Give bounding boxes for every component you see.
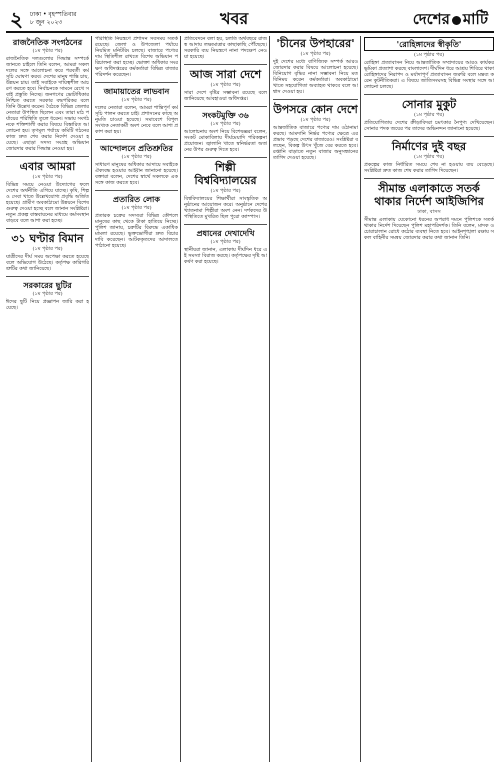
article-body: প্রকল্পের কাজ নির্ধারিত সময়ে শেষ না হওয়ায় ব্যয় বেড়েছে। সংশ্লিষ্টরা দ্রুত কাজ শেষ করার তাগিদ দিয়েছেন। [364, 162, 494, 174]
article-headline[interactable]: সীমান্ত এলাকাতে সতর্ক থাকার নির্দেশ আইজিপির [374, 182, 484, 208]
column-divider [360, 36, 361, 762]
article-body: সীমান্ত এলাকায় যেকোনো ধরনের অপরাধ দমনে পুলিশকে সতর্ক থাকার নির্দেশ দিয়েছেন পুলিশ মহাপরিদর্শক। তিনি বলেন, মাদক ও চোরাচালান রোধে কঠোর ব্যবস্থা নিতে হবে। আইনশৃঙ্খলা রক্ষায় সকল বাহিনীর সমন্বয় জোরদার করার কথা জানান তিনি। [364, 217, 494, 241]
article [95, 194, 178, 249]
article-divider [95, 190, 178, 191]
article-headline[interactable]: প্রধানের দেখাদেখি [196, 228, 255, 238]
article [184, 68, 267, 102]
article [184, 161, 267, 220]
column-5 [364, 36, 494, 762]
article-dateline: (১ম পৃষ্ঠার পর) [300, 117, 331, 123]
article-body: প্রতিবেদনে বলা হয়, চলতি অর্থবছরে রাজস্ব আদায় লক্ষ্যমাত্রার কাছাকাছি পৌঁছেছে। সরকারি ব্যয় নিয়ন্ত্রণে নানা পদক্ষেপ নেওয়া হয়েছে। [184, 36, 267, 60]
article-divider [95, 139, 178, 140]
article [364, 98, 494, 132]
column-4 [273, 36, 358, 762]
article-body: বিশ্ববিদ্যালয়ের শিক্ষার্থীরা সাংস্কৃতিক অনুষ্ঠানের আয়োজন করে। অনুষ্ঠানে দেশের খ্যাতনামা শিল্পীরা অংশ নেন। দর্শকদের উপস্থিতিতে মুখরিত ছিল পুরো ক্যাম্পাস। [184, 196, 267, 220]
logo-text-2: মাটি [462, 10, 488, 28]
article-body: দুই দেশের মধ্যে বাণিজ্যিক সম্পর্ক আরও জোরদার করার বিষয়ে আলোচনা হয়েছে। বিনিয়োগ বৃদ্ধির নানা সম্ভাবনা নিয়ে মতবিনিময় করেন কর্মকর্তারা। অবকাঠামো খাতে সহযোগিতা অব্যাহত থাকবে বলে আশ্বাস দেওয়া হয়। [273, 59, 358, 95]
column-3 [184, 36, 267, 762]
article-body: দলের নেতারা বলেন, আমরা শান্তিপূর্ণ কর্মসূচি পালন করতে চাই। প্রশাসনের কাছে অনুমতি চাওয়া হয়েছে। সমাবেশে বিপুল সংখ্যক নেতাকর্মী অংশ নেবে বলে আশা প্রকাশ করা হয়। [95, 105, 178, 135]
article-dateline: (১ম পৃষ্ঠার পর) [32, 246, 63, 252]
column-1 [6, 36, 89, 762]
article-dateline: (১ম পৃষ্ঠার পর) [32, 174, 63, 180]
article-headline[interactable]: সোনার মুকুট [401, 98, 457, 111]
logo-text-1: দেশের [412, 10, 450, 28]
header-rule [6, 31, 494, 33]
article-dateline: (১ম পৃষ্ঠার পর) [121, 205, 152, 211]
article-divider [273, 99, 358, 100]
column-divider [91, 36, 92, 762]
article-headline[interactable]: আজ সারা দেশে [189, 68, 262, 81]
article-headline[interactable]: 'রোহিঙ্গাদের স্বীকৃতি' [364, 37, 494, 51]
section-title: খবর [220, 9, 249, 28]
article-divider [184, 64, 267, 65]
article-body: আলোচনায় অংশ নিয়ে বিশেষজ্ঞরা বলেন, সংকট মোকাবিলায় দীর্ঘমেয়াদি পরিকল্পনা প্রয়োজন। জ্বালানি খাতে স্বনির্ভরতা অর্জনের উপর গুরুত্ব দিতে হবে। [184, 129, 267, 153]
article-headline[interactable]: আন্দোলনে প্রতিশ্রুতির [100, 143, 173, 153]
article-divider [364, 94, 494, 95]
article-body: সাধারণ মানুষের অধিকার আদায়ে সবাইকে ঐক্যবদ্ধ হওয়ার আহ্বান জানানো হয়েছে। বক্তারা বলেন, দেশের স্বার্থে সকলকে একসঙ্গে কাজ করতে হবে। [95, 162, 178, 186]
article [364, 37, 494, 90]
article-dateline: (১ম পৃষ্ঠার পর) [210, 188, 241, 194]
article-body: পরিস্থিতি নিয়ন্ত্রণে প্রশাসন সবসময় সতর্ক রয়েছে। জেলা ও উপজেলা পর্যায়ে নিয়মিত মনিটরিং চলছে। বাজারে পণ্যের দাম স্থিতিশীল রাখতে বিশেষ অভিযান পরিচালনা করা হচ্ছে। ভোক্তা অধিকার সংরক্ষণ অধিদপ্তরের কর্মকর্তারা বিভিন্ন বাজার পরিদর্শন করেছেন। [95, 36, 178, 78]
article-body: প্রতারক চক্রের সদস্যরা বিভিন্ন কৌশলে মানুষের কাছ থেকে টাকা হাতিয়ে নিচ্ছে। পুলিশ জানায়, চক্রটির বিরুদ্ধে একাধিক মামলা রয়েছে। ভুক্তভোগীরা দ্রুত বিচার দাবি করেছেন। আটককৃতদের আদালতে পাঠানো হয়েছে। [95, 213, 178, 249]
date-info [30, 11, 76, 27]
article-headline[interactable]: নির্মাণের দুই বছর [391, 140, 467, 153]
article [6, 232, 89, 272]
article-body: স্থানীয়রা জানান, এলাকায় দীর্ঘদিন ধরে এই সমস্যা বিরাজ করছে। কর্তৃপক্ষের দৃষ্টি আকর্ষণ করা হয়েছে। [184, 247, 267, 265]
article-body: ঈদের ছুটি নিয়ে প্রজ্ঞাপন জারি করা হয়েছে। [6, 299, 89, 311]
article [273, 37, 358, 95]
article-dateline: (১ম পৃষ্ঠার পর) [121, 97, 152, 103]
page-header [8, 8, 492, 30]
article-headline[interactable]: শিল্পী বিশ্ববিদ্যালয়ের [194, 161, 257, 187]
article-headline[interactable]: 'চীনের উপহারের' [276, 37, 355, 50]
page-number: ২ [10, 7, 24, 31]
article-headline[interactable]: উপসরে কোন দেশে [273, 103, 358, 116]
article-dateline: (১ম পৃষ্ঠার পর) [32, 291, 63, 297]
article-dateline: (১ম পৃষ্ঠার পর) [32, 48, 63, 54]
article-divider [364, 136, 494, 137]
article [95, 143, 178, 186]
article [364, 140, 494, 174]
article-headline[interactable]: সরকারের ছুটির [23, 280, 72, 290]
column-divider [269, 36, 270, 762]
article-headline[interactable]: রাজনৈতিক সংগঠনের [12, 37, 83, 47]
article-body: প্রতিযোগিতায় দেশের ক্রীড়াবিদরা চমৎকার নৈপুণ্য দেখিয়েছেন। সোনার পদক জয়ের পর তাদের অভিনন্দন জানানো হয়েছে। [364, 120, 494, 132]
article [273, 103, 358, 161]
article-divider [184, 157, 267, 158]
article-dateline: (১ম পৃষ্ঠার পর) [121, 154, 152, 160]
article-dateline: (১ম পৃষ্ঠার পর) [413, 52, 445, 58]
article-divider [95, 82, 178, 83]
article-body: যাত্রীদের দীর্ঘ সময় অপেক্ষা করতে হয়েছে বলে অভিযোগ উঠেছে। কর্তৃপক্ষ কারিগরি ত্রুটির কথা জানিয়েছে। [6, 254, 89, 272]
article-dateline: (১ম পৃষ্ঠার পর) [210, 121, 241, 127]
article-body: রাজনৈতিক দলগুলোর সিদ্ধান্ত সম্পর্কে জানতে চাইলে তিনি বলেন, আমরা সকল দলের সঙ্গে আলোচনা করে পরবর্তী কর্মসূচি ঘোষণা করব। দেশের মানুষ শান্তি চায়, উন্নয়ন চায়। তাই সবাইকে দায়িত্বশীল আচরণ করতে হবে। নির্বাচনকে সামনে রেখে সবাই প্রস্তুতি নিচ্ছে। জনগণের ভোটাধিকার নিশ্চিত করতে সরকার বদ্ধপরিকর বলে তিনি উল্লেখ করেন। বৈঠকে বিভিন্ন জেলার নেতারা উপস্থিত ছিলেন এবং তারা মাঠ পর্যায়ের পরিস্থিতি তুলে ধরেন। সভায় সংগঠনকে শক্তিশালী করার বিষয়ে বিস্তারিত আলোচনা হয়। তৃণমূল পর্যায়ে কমিটি গঠনের কাজ দ্রুত শেষ করার নির্দেশ দেওয়া হয়েছে। এছাড়া সদস্য সংগ্রহ অভিযান জোরদার করার সিদ্ধান্ত নেওয়া হয়। [6, 56, 89, 152]
article-dateline: (১ম পৃষ্ঠার পর) [210, 239, 241, 245]
article-headline[interactable]: এবার আমরা [19, 160, 76, 173]
article-divider [184, 106, 267, 107]
article-divider [6, 156, 89, 157]
article-body: রোহিঙ্গা প্রত্যাবাসন নিয়ে আন্তর্জাতিক সম্প্রদায়ের আরও কার্যকর ভূমিকা প্রত্যাশা করছে বাংলাদেশ। দীর্ঘদিন ধরে আশ্রয় শিবিরে থাকা রোহিঙ্গাদের নিরাপদ ও মর্যাদাপূর্ণ প্রত্যাবাসন জরুরি বলে মন্তব্য করেন কূটনীতিকরা। এ বিষয়ে জাতিসংঘসহ বিভিন্ন সংস্থার সঙ্গে আলোচনা চলছে। [364, 60, 494, 90]
article-body: সারা দেশে বৃষ্টির সম্ভাবনা রয়েছে বলে জানিয়েছে আবহাওয়া অধিদপ্তর। [184, 90, 267, 102]
newspaper-logo [413, 9, 488, 29]
article [184, 228, 267, 265]
article [184, 36, 267, 60]
article-dateline: ঢাকা, বাসস [417, 209, 441, 215]
article-dateline: (১ম পৃষ্ঠার পর) [300, 51, 331, 57]
article [184, 110, 267, 153]
column-divider [180, 36, 181, 762]
date-line-2: ৮ জুন ২০২৩ [30, 19, 63, 26]
article-body: আন্তর্জাতিক বাজারে পণ্যের দাম ওঠানামা করছে। আমদানি নির্ভর পণ্যের ক্ষেত্রে এর প্রভাব পড়ছে দেশের বাজারেও। সংশ্লিষ্টরা বলছেন, বিকল্প উৎস খুঁজে বের করতে হবে। রপ্তানি বাড়াতে নতুন বাজার অনুসন্ধানের তাগিদ দেওয়া হয়েছে। [273, 125, 358, 161]
article [364, 182, 494, 241]
date-line-1: ঢাকা • বৃহস্পতিবার [30, 11, 77, 18]
article-divider [6, 276, 89, 277]
article-divider [364, 178, 494, 179]
article-dateline: (১ম পৃষ্ঠার পর) [413, 112, 445, 118]
article-headline[interactable]: সংকটমুক্তি ৩৬ [202, 110, 249, 120]
article-divider [6, 228, 89, 229]
article-dateline: (১ম পৃষ্ঠার পর) [210, 82, 241, 88]
article-divider [184, 224, 267, 225]
article [6, 280, 89, 311]
globe-icon [452, 16, 461, 25]
article-body: বিভিন্ন সময়ে নেওয়া উদ্যোগের ফলে দেশের অর্থনীতি এগিয়ে যাচ্ছে। কৃষি, শিল্প ও সেবা খাতে উল্লেখযোগ্য প্রবৃদ্ধি অর্জিত হয়েছে। গ্রামীণ অবকাঠামো উন্নয়নে বিশেষ গুরুত্ব দেওয়া হচ্ছে বলে জানান সংশ্লিষ্টরা। নতুন প্রকল্প বাস্তবায়নের মাধ্যমে কর্মসংস্থান বাড়বে বলে আশা করা হচ্ছে। [6, 182, 89, 224]
article-headline[interactable]: জামায়াতের লাভবান [103, 86, 170, 96]
article [6, 37, 89, 152]
article [95, 86, 178, 135]
article [6, 160, 89, 224]
article [95, 36, 178, 78]
article-headline[interactable]: প্রতারিত লোক [113, 194, 160, 204]
article-headline[interactable]: ৩১ ঘণ্টার বিমান [11, 232, 84, 245]
article-dateline: (১ম পৃষ্ঠার পর) [413, 154, 445, 160]
column-2 [95, 36, 178, 762]
